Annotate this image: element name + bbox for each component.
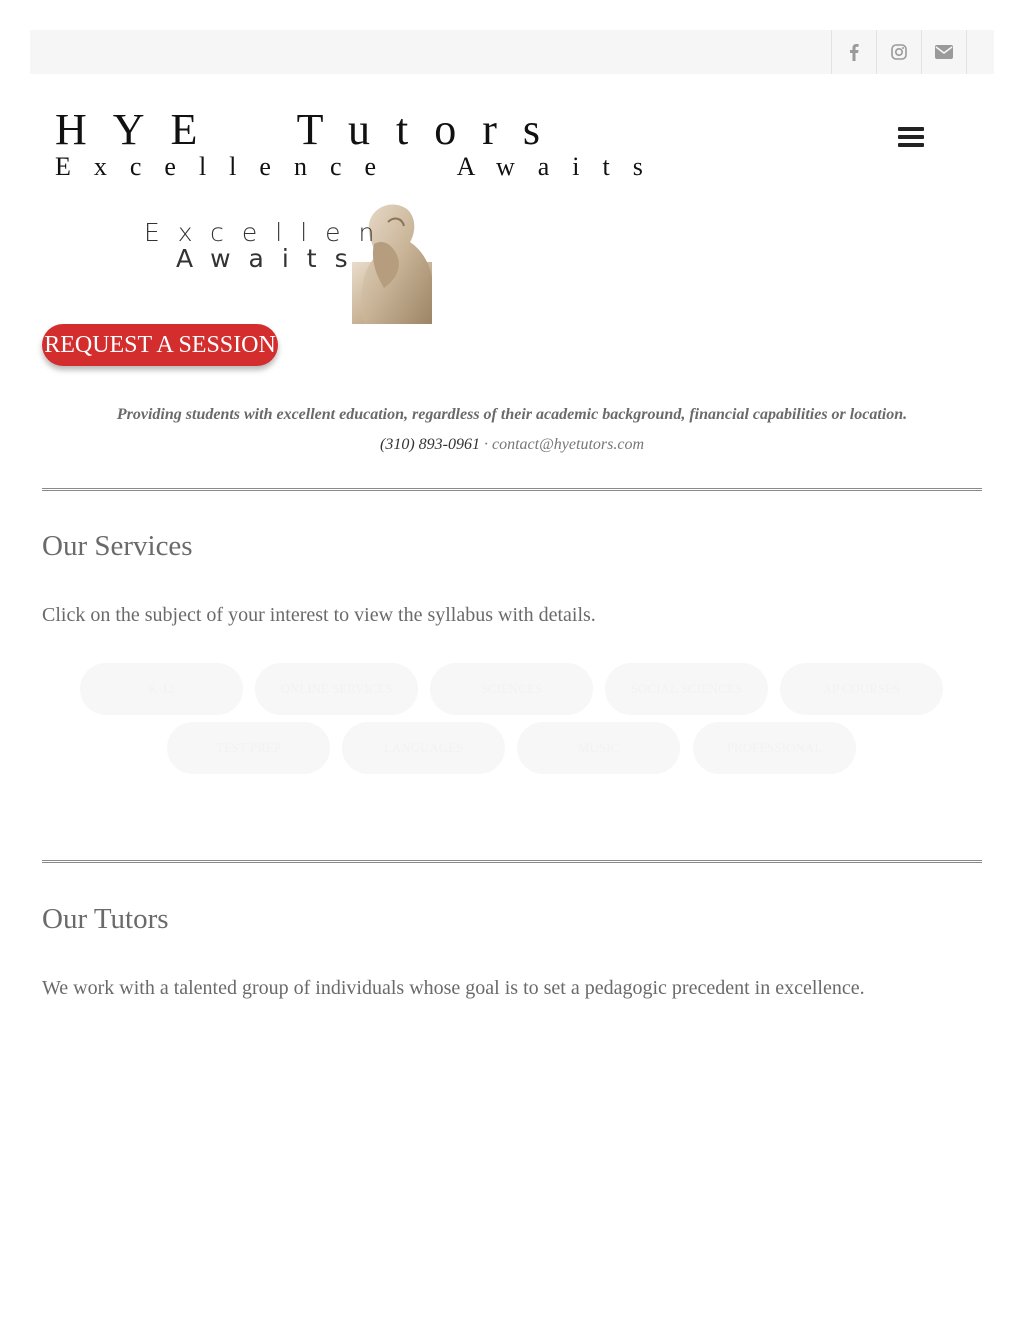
hamburger-menu-icon[interactable] [896,124,926,150]
service-button-ap-courses[interactable]: AP COURSES [780,663,943,715]
services-description: Click on the subject of your interest to view the syllabus with details. [42,604,596,626]
email-link[interactable] [921,30,967,74]
service-button-languages[interactable]: LANGUAGES [342,722,505,774]
facebook-icon [849,43,859,61]
top-bar [30,30,994,74]
instagram-link[interactable] [876,30,921,74]
site-title[interactable]: HYE Tutors [55,105,566,154]
tutors-description: We work with a talented group of individuals whose goal is to set a pedagogic precedent in excellence. [42,977,865,999]
section-divider [42,860,982,864]
contact-separator: · [479,436,492,453]
logo-image [140,198,432,324]
service-button-social-sciences[interactable]: SOCIAL SCIENCES [605,663,768,715]
phone-number[interactable]: (310) 893-0961 [380,436,480,453]
logo-text-line2: Awaits [176,244,366,273]
facebook-link[interactable] [831,30,876,74]
contact-line [0,436,1024,454]
service-button-sciences[interactable]: SCIENCES [430,663,593,715]
services-heading: Our Services [42,530,193,562]
service-button-online-services[interactable]: ONLINE SERVICES [255,663,418,715]
service-button-professional[interactable]: PROFESSIONAL [693,722,856,774]
logo-text-line1: Excellen [144,218,393,247]
mission-statement: Providing students with excellent education, regardless of their academic background, financial capabilities or location. [116,406,908,423]
service-button-k12[interactable]: K-12 [80,663,243,715]
service-button-music[interactable]: MUSIC [517,722,680,774]
section-divider [42,488,982,492]
service-button-test-prep[interactable]: TEST PREP [167,722,330,774]
request-session-button[interactable]: REQUEST A SESSION [42,324,278,366]
instagram-icon [891,44,907,60]
tutors-heading: Our Tutors [42,903,169,935]
envelope-icon [935,45,953,59]
email-link[interactable]: contact@hyetutors.com [491,436,644,453]
site-tagline: Excellence Awaits [55,152,666,181]
